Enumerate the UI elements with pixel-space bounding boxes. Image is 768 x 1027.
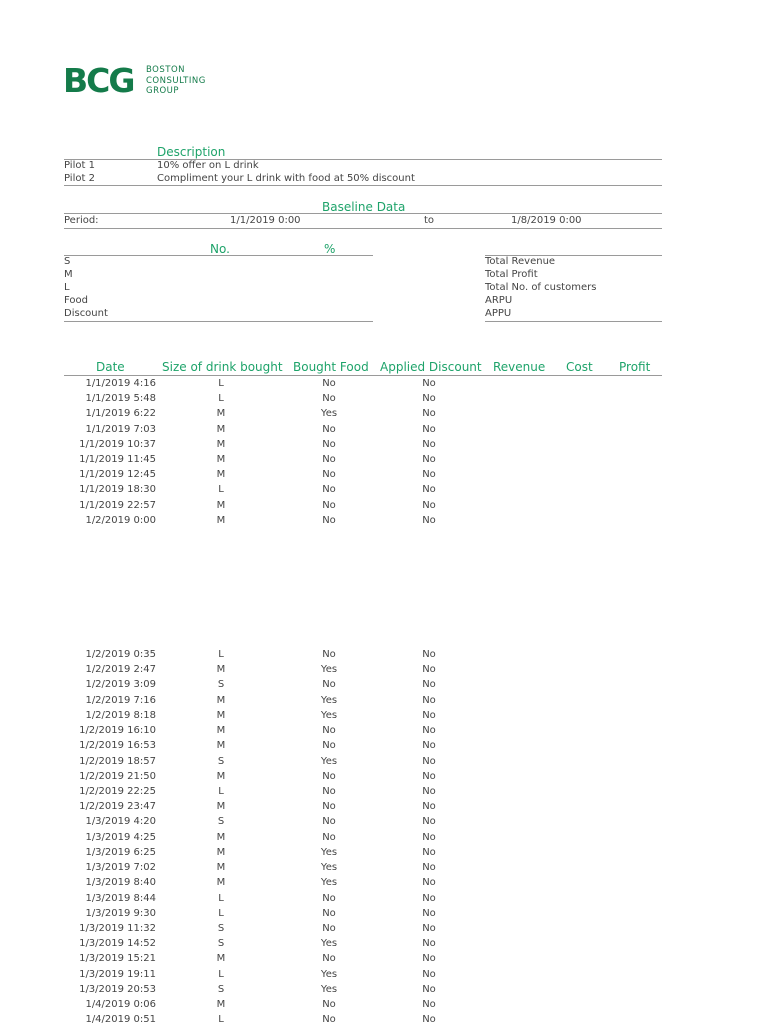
table-cell-food: No xyxy=(322,484,336,496)
table-row xyxy=(64,482,664,497)
table-cell-discount: No xyxy=(422,664,436,676)
table-cell-date: 1/2/2019 22:25 xyxy=(79,785,156,797)
table-cell-size: M xyxy=(216,862,226,874)
table-row xyxy=(64,437,664,452)
table-row xyxy=(64,860,664,875)
table-row xyxy=(64,406,664,421)
table-cell-discount: No xyxy=(422,378,436,389)
table-cell-size: M xyxy=(216,694,226,706)
table-cell-food: No xyxy=(322,1014,336,1026)
table-row xyxy=(64,693,664,708)
table-cell-discount: No xyxy=(422,408,436,420)
table-cell-date: 1/1/2019 10:37 xyxy=(79,438,156,450)
table-cell-discount: No xyxy=(422,846,436,858)
table-cell-size: L xyxy=(218,785,224,797)
table-cell-size: M xyxy=(216,499,226,511)
table-cell-date: 1/1/2019 5:48 xyxy=(85,393,156,405)
description-heading: Description xyxy=(157,145,226,159)
column-header-profit: Profit xyxy=(619,360,651,374)
table-row xyxy=(64,498,664,513)
table-cell-discount: No xyxy=(422,725,436,737)
bcg-logo-text xyxy=(146,65,206,97)
table-cell-size: M xyxy=(216,877,226,889)
column-header-date: Date xyxy=(96,360,125,374)
table-cell-discount: No xyxy=(422,999,436,1011)
table-cell-size: L xyxy=(218,378,224,389)
table-cell-size: M xyxy=(216,438,226,450)
table-cell-food: No xyxy=(322,922,336,934)
table-cell-size: L xyxy=(218,393,224,405)
table-cell-date: 1/2/2019 8:18 xyxy=(85,709,156,721)
metric-total-revenue: Total Revenue xyxy=(485,256,556,267)
table-cell-food: No xyxy=(322,892,336,904)
table-cell-discount: No xyxy=(422,770,436,782)
divider xyxy=(485,321,662,322)
divider xyxy=(64,185,662,186)
table-cell-size: S xyxy=(217,816,225,828)
logo-line-2: CONSULTING xyxy=(146,75,206,86)
table-cell-food: Yes xyxy=(320,846,338,858)
column-header-food: Bought Food xyxy=(293,360,369,374)
table-cell-date: 1/1/2019 6:22 xyxy=(85,408,156,420)
table-cell-date: 1/2/2019 3:09 xyxy=(85,679,156,691)
table-cell-discount: No xyxy=(422,801,436,813)
table-cell-discount: No xyxy=(422,709,436,721)
table-cell-food: No xyxy=(322,679,336,691)
table-cell-date: 1/3/2019 4:25 xyxy=(85,831,156,843)
table-row xyxy=(64,830,664,845)
pilot-1-label: Pilot 1 xyxy=(64,160,95,171)
table-cell-size: M xyxy=(216,999,226,1011)
table-cell-food: Yes xyxy=(320,709,338,721)
table-cell-discount: No xyxy=(422,816,436,828)
table-cell-date: 1/2/2019 16:10 xyxy=(79,725,156,737)
table-cell-food: No xyxy=(322,953,336,965)
bcg-logo-mark: BCG xyxy=(63,61,134,100)
table-cell-food: No xyxy=(322,816,336,828)
table-cell-discount: No xyxy=(422,740,436,752)
metric-total-profit: Total Profit xyxy=(485,269,538,280)
table-cell-food: No xyxy=(322,801,336,813)
table-row xyxy=(64,936,664,951)
table-cell-food: No xyxy=(322,454,336,465)
table-cell-date: 1/1/2019 11:45 xyxy=(79,454,156,465)
table-row xyxy=(64,982,664,997)
period-to-label: to xyxy=(424,215,435,226)
table-cell-food: Yes xyxy=(320,938,338,950)
table-cell-food: No xyxy=(322,907,336,919)
table-cell-discount: No xyxy=(422,983,436,995)
column-no-header: No. xyxy=(210,242,230,256)
column-header-revenue: Revenue xyxy=(493,360,546,374)
metric-arpu: ARPU xyxy=(485,295,513,306)
table-cell-date: 1/2/2019 21:50 xyxy=(79,770,156,782)
table-cell-size: M xyxy=(216,514,226,526)
table-cell-food: Yes xyxy=(320,408,338,420)
table-cell-food: No xyxy=(322,378,336,389)
table-cell-date: 1/2/2019 0:00 xyxy=(85,514,156,526)
table-cell-food: No xyxy=(322,393,336,405)
table-cell-discount: No xyxy=(422,649,436,660)
metric-total-customers: Total No. of customers xyxy=(485,282,597,293)
column-header-size: Size of drink bought xyxy=(162,360,283,374)
table-row xyxy=(64,391,664,406)
table-cell-date: 1/3/2019 8:44 xyxy=(85,892,156,904)
table-row xyxy=(64,799,664,814)
table-cell-food: Yes xyxy=(320,983,338,995)
table-row xyxy=(64,1012,664,1027)
table-cell-discount: No xyxy=(422,877,436,889)
table-cell-date: 1/2/2019 0:35 xyxy=(85,649,156,660)
table-row xyxy=(64,845,664,860)
table-cell-size: M xyxy=(216,953,226,965)
table-cell-size: L xyxy=(218,968,224,980)
table-cell-discount: No xyxy=(422,438,436,450)
table-cell-date: 1/4/2019 0:06 xyxy=(85,999,156,1011)
table-cell-size: S xyxy=(217,983,225,995)
table-cell-discount: No xyxy=(422,831,436,843)
table-cell-date: 1/2/2019 23:47 xyxy=(79,801,156,813)
table-cell-discount: No xyxy=(422,393,436,405)
table-cell-discount: No xyxy=(422,514,436,526)
table-cell-size: S xyxy=(217,755,225,767)
table-cell-food: Yes xyxy=(320,877,338,889)
table-row xyxy=(64,723,664,738)
category-m: M xyxy=(64,269,73,280)
table-cell-food: No xyxy=(322,438,336,450)
table-cell-size: M xyxy=(216,709,226,721)
table-cell-food: No xyxy=(322,999,336,1011)
pilot-1-description: 10% offer on L drink xyxy=(157,160,259,171)
table-cell-date: 1/2/2019 7:16 xyxy=(85,694,156,706)
table-cell-date: 1/3/2019 15:21 xyxy=(79,953,156,965)
baseline-heading: Baseline Data xyxy=(322,200,406,214)
table-cell-date: 1/3/2019 4:20 xyxy=(85,816,156,828)
divider xyxy=(64,255,373,256)
table-row xyxy=(64,708,664,723)
table-row xyxy=(64,647,664,662)
table-cell-size: M xyxy=(216,664,226,676)
table-cell-size: M xyxy=(216,831,226,843)
table-cell-food: No xyxy=(322,423,336,435)
table-cell-food: Yes xyxy=(320,862,338,874)
table-cell-size: L xyxy=(218,649,224,660)
table-cell-date: 1/1/2019 12:45 xyxy=(79,469,156,481)
table-row xyxy=(64,967,664,982)
table-cell-date: 1/4/2019 0:51 xyxy=(85,1014,156,1026)
table-cell-date: 1/3/2019 6:25 xyxy=(85,846,156,858)
table-cell-date: 1/3/2019 11:32 xyxy=(79,922,156,934)
table-cell-size: L xyxy=(218,907,224,919)
logo-line-3: GROUP xyxy=(146,86,180,96)
table-cell-discount: No xyxy=(422,862,436,874)
table-row xyxy=(64,951,664,966)
table-cell-discount: No xyxy=(422,679,436,691)
divider xyxy=(64,321,373,322)
table-cell-food: Yes xyxy=(320,968,338,980)
table-row xyxy=(64,376,664,391)
divider xyxy=(64,159,662,160)
category-discount: Discount xyxy=(64,308,108,319)
table-cell-discount: No xyxy=(422,922,436,934)
table-cell-food: No xyxy=(322,514,336,526)
table-row xyxy=(64,769,664,784)
table-cell-size: M xyxy=(216,408,226,420)
table-cell-food: No xyxy=(322,770,336,782)
table-cell-discount: No xyxy=(422,484,436,496)
table-cell-discount: No xyxy=(422,499,436,511)
pilot-2-description: Compliment your L drink with food at 50% discount xyxy=(157,173,415,184)
table-cell-discount: No xyxy=(422,423,436,435)
table-cell-date: 1/3/2019 14:52 xyxy=(79,938,156,950)
table-row xyxy=(64,875,664,890)
category-food: Food xyxy=(64,295,88,306)
table-cell-food: No xyxy=(322,740,336,752)
category-s: S xyxy=(64,256,71,267)
table-cell-food: No xyxy=(322,499,336,511)
column-header-cost: Cost xyxy=(566,360,593,374)
period-start: 1/1/2019 0:00 xyxy=(230,215,301,226)
table-cell-discount: No xyxy=(422,953,436,965)
table-cell-discount: No xyxy=(422,454,436,465)
table-cell-discount: No xyxy=(422,938,436,950)
table-cell-size: M xyxy=(216,423,226,435)
table-cell-size: S xyxy=(217,922,225,934)
table-row xyxy=(64,891,664,906)
table-cell-discount: No xyxy=(422,694,436,706)
table-cell-size: L xyxy=(218,1014,224,1026)
table-row xyxy=(64,422,664,437)
table-row xyxy=(64,452,664,467)
table-cell-date: 1/2/2019 18:57 xyxy=(79,755,156,767)
table-cell-food: No xyxy=(322,725,336,737)
table-cell-size: S xyxy=(217,938,225,950)
table-cell-size: M xyxy=(216,454,226,465)
table-cell-size: L xyxy=(218,484,224,496)
table-row xyxy=(64,906,664,921)
table-cell-food: Yes xyxy=(320,755,338,767)
table-row xyxy=(64,677,664,692)
logo-line-1: BOSTON xyxy=(146,65,186,75)
table-cell-discount: No xyxy=(422,1014,436,1026)
table-cell-food: Yes xyxy=(320,694,338,706)
table-cell-size: L xyxy=(218,892,224,904)
table-cell-date: 1/2/2019 2:47 xyxy=(85,664,156,676)
table-cell-date: 1/3/2019 7:02 xyxy=(85,862,156,874)
table-row xyxy=(64,754,664,769)
table-cell-date: 1/3/2019 9:30 xyxy=(85,907,156,919)
table-cell-size: S xyxy=(217,679,225,691)
table-cell-food: No xyxy=(322,469,336,481)
table-cell-size: M xyxy=(216,801,226,813)
table-cell-discount: No xyxy=(422,907,436,919)
table-cell-date: 1/1/2019 4:16 xyxy=(85,378,156,389)
table-row xyxy=(64,784,664,799)
table-cell-size: M xyxy=(216,469,226,481)
period-label: Period: xyxy=(64,215,99,226)
table-cell-size: M xyxy=(216,846,226,858)
table-cell-date: 1/1/2019 7:03 xyxy=(85,423,156,435)
table-cell-date: 1/1/2019 22:57 xyxy=(79,499,156,511)
column-percent-header: % xyxy=(324,242,336,256)
table-cell-discount: No xyxy=(422,469,436,481)
table-cell-discount: No xyxy=(422,892,436,904)
pilot-2-label: Pilot 2 xyxy=(64,173,95,184)
table-row xyxy=(64,997,664,1012)
table-cell-food: Yes xyxy=(320,664,338,676)
table-cell-food: No xyxy=(322,831,336,843)
table-cell-discount: No xyxy=(422,755,436,767)
divider xyxy=(64,213,662,214)
table-cell-food: No xyxy=(322,785,336,797)
table-row xyxy=(64,513,664,528)
table-cell-size: M xyxy=(216,770,226,782)
table-cell-size: M xyxy=(216,725,226,737)
table-cell-discount: No xyxy=(422,968,436,980)
table-row xyxy=(64,467,664,482)
metric-appu: APPU xyxy=(485,308,512,319)
divider xyxy=(64,228,662,229)
table-row xyxy=(64,921,664,936)
column-header-discount: Applied Discount xyxy=(380,360,482,374)
period-end: 1/8/2019 0:00 xyxy=(511,215,582,226)
table-cell-date: 1/3/2019 20:53 xyxy=(79,983,156,995)
table-cell-discount: No xyxy=(422,785,436,797)
table-cell-date: 1/1/2019 18:30 xyxy=(79,484,156,496)
category-l: L xyxy=(64,282,70,293)
table-cell-food: No xyxy=(322,649,336,660)
table-row xyxy=(64,738,664,753)
table-cell-size: M xyxy=(216,740,226,752)
table-cell-date: 1/3/2019 19:11 xyxy=(79,968,156,980)
table-row xyxy=(64,814,664,829)
table-cell-date: 1/2/2019 16:53 xyxy=(79,740,156,752)
table-row xyxy=(64,662,664,677)
table-cell-date: 1/3/2019 8:40 xyxy=(85,877,156,889)
